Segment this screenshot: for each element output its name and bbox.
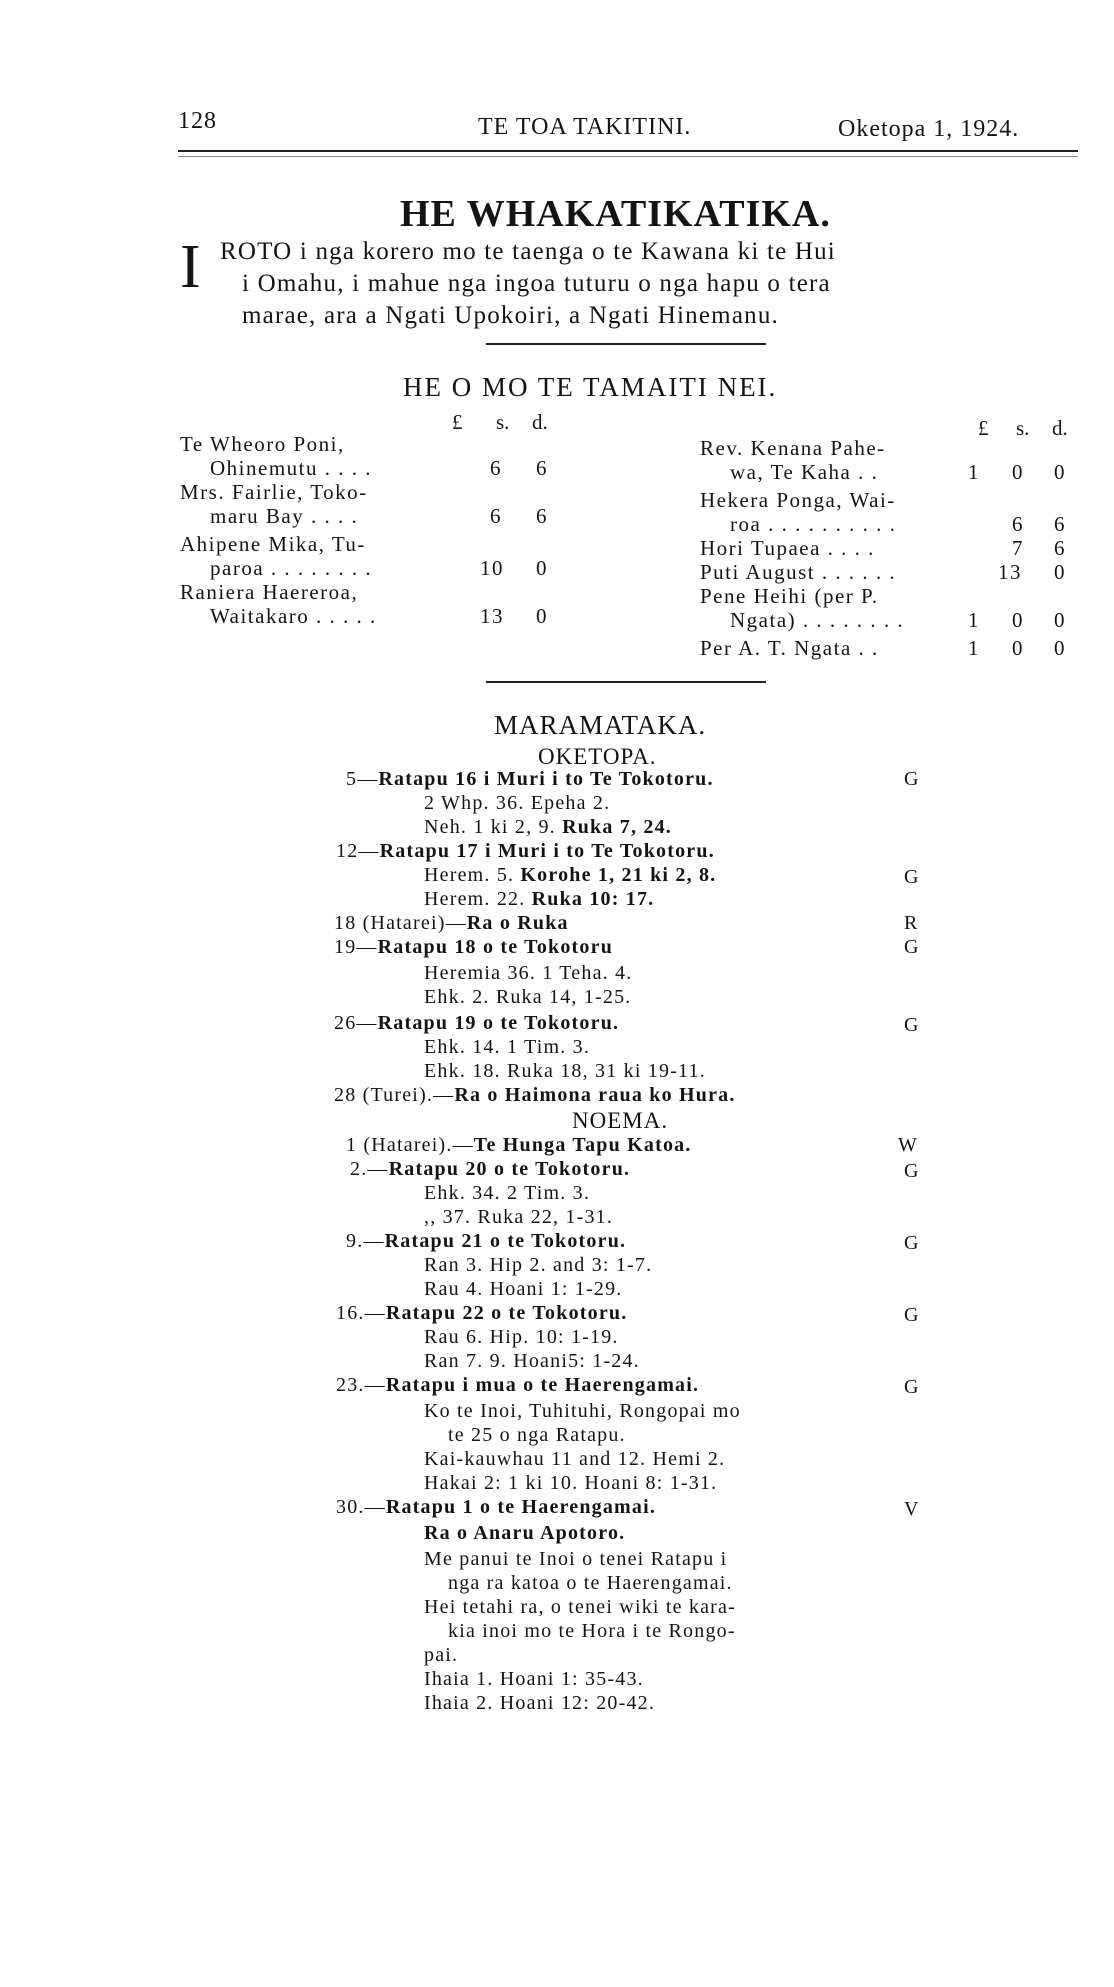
reading-line: Rau 6. Hip. 10: 1-19. [424,1326,619,1348]
reading-line: Kai-kauwhau 11 and 12. Hemi 2. [424,1448,726,1470]
liturgical-color: G [904,936,919,958]
calendar-entry: 26—Ratapu 19 o te Tokotoru. [334,1012,620,1034]
month-heading-oketopa: OKETOPA. [538,744,657,769]
reading-line: Ehk. 2. Ruka 14, 1-25. [424,986,632,1008]
reading-line: Herem. 22. Ruka 10: 17. [424,888,655,910]
donor-pound: 1 [968,608,980,632]
liturgical-color: G [904,768,919,790]
calendar-title: MARAMATAKA. [494,710,707,740]
reading-line: Hei tetahi ra, o tenei wiki te kara- [424,1596,736,1618]
reading-line: kia inoi mo te Hora i te Rongo- [448,1620,736,1642]
reading-line: ,, 37. Ruka 22, 1-31. [424,1206,614,1228]
reading-line: Hakai 2: 1 ki 10. Hoani 8: 1-31. [424,1472,718,1494]
donor-name: Puti August . . . . . . [700,560,897,584]
liturgical-color: G [904,1232,919,1254]
calendar-entry: 9.—Ratapu 21 o te Tokotoru. [346,1230,627,1252]
donor-pence: 0 [536,604,548,628]
left-shilling-header: s. [496,410,510,434]
divider [486,681,766,683]
liturgical-color: G [904,1304,919,1326]
donor-name: Hori Tupaea . . . . [700,536,875,560]
calendar-entry: 18 (Hatarei)—Ra o Ruka [334,912,569,934]
reading-line: Neh. 1 ki 2, 9. Ruka 7, 24. [424,816,672,838]
donor-name: Raniera Haereroa, [180,580,359,604]
liturgical-color: G [904,866,919,888]
donor-shilling: 6 [490,504,502,528]
calendar-entry [346,768,714,791]
donor-pence: 6 [536,456,548,480]
calendar-entry: 23.—Ratapu i mua o te Haerengamai. [336,1374,700,1396]
donor-name: maru Bay . . . . [210,504,359,528]
calendar-entry: 19—Ratapu 18 o te Tokotoru [334,936,614,958]
liturgical-color: V [904,1498,919,1520]
donor-name: Te Wheoro Poni, [180,432,345,456]
calendar-entry: 12—Ratapu 17 i Muri i to Te Tokotoru. [336,840,715,862]
donor-shilling: 13 [998,560,1022,584]
donor-shilling: 0 [1012,460,1024,484]
header-rule [178,150,1078,152]
calendar-entry: 2.—Ratapu 20 o te Tokotoru. [350,1158,631,1180]
reading-line: Heremia 36. 1 Teha. 4. [424,962,633,984]
donor-name: Rev. Kenana Pahe- [700,436,886,460]
donor-shilling: 10 [480,556,504,580]
notice-title: HE WHAKATIKATIKA. [400,193,831,235]
calendar-entry: 28 (Turei).—Ra o Haimona raua ko Hura. [334,1084,736,1106]
calendar-entry: 30.—Ratapu 1 o te Haerengamai. [336,1496,657,1518]
entry-date: 5— [346,768,379,790]
right-pence-header: d. [1052,416,1068,440]
calendar-entry: 16.—Ratapu 22 o te Tokotoru. [336,1302,628,1324]
issue-date: Oketopa 1, 1924. [838,116,1020,142]
right-pound-header: £ [978,416,989,440]
donor-shilling: 6 [1012,512,1024,536]
donor-pound: 1 [968,636,980,660]
donations-title: HE O MO TE TAMAITI NEI. [403,372,778,402]
donor-name: Pene Heihi (per P. [700,584,879,608]
reading-line: Ehk. 34. 2 Tim. 3. [424,1182,591,1204]
donor-pence: 0 [1054,460,1066,484]
donor-name: Ohinemutu . . . . [210,456,372,480]
reading-line: Ran 7. 9. Hoani5: 1-24. [424,1350,640,1372]
notice-line-2: i Omahu, i mahue nga ingoa tuturu o nga hapu o tera [242,270,831,297]
reading-line: Ihaia 2. Hoani 12: 20-42. [424,1692,656,1714]
notice-line-1: ROTO i nga korero mo te taenga o te Kawana ki te Hui [220,238,836,265]
reading-line: 2 Whp. 36. Epeha 2. [424,792,611,814]
donor-name: Ahipene Mika, Tu- [180,532,366,556]
donor-name: Ngata) . . . . . . . . [730,608,905,632]
reading-line: Ehk. 18. Ruka 18, 31 ki 19-11. [424,1060,706,1082]
journal-title: TE TOA TAKITINI. [478,114,692,140]
donor-name: Mrs. Fairlie, Toko- [180,480,368,504]
reading-line: Herem. 5. Korohe 1, 21 ki 2, 8. [424,864,717,886]
divider [486,343,766,345]
notice-line-3: marae, ara a Ngati Upokoiri, a Ngati Hinemanu. [242,302,779,329]
left-pound-header: £ [452,410,463,434]
reading-line: Rau 4. Hoani 1: 1-29. [424,1278,623,1300]
donor-pence: 0 [1054,608,1066,632]
donor-pence: 0 [536,556,548,580]
donor-name: Waitakaro . . . . . [210,604,377,628]
donor-pound: 1 [968,460,980,484]
donor-pence: 6 [1054,512,1066,536]
entry-observance: Ratapu 16 i Muri i to Te Tokotoru. [378,768,714,790]
reading-line: Me panui te Inoi o tenei Ratapu i [424,1548,728,1570]
donor-shilling: 7 [1012,536,1024,560]
right-shilling-header: s. [1016,416,1030,440]
donor-pence: 6 [1054,536,1066,560]
reading-line: te 25 o nga Ratapu. [448,1424,626,1446]
donor-shilling: 13 [480,604,504,628]
reading-line: Ko te Inoi, Tuhituhi, Rongopai mo [424,1400,741,1422]
reading-line: pai. [424,1644,459,1666]
calendar-entry: 1 (Hatarei).—Te Hunga Tapu Katoa. [346,1134,692,1156]
header-rule-thin [178,156,1078,157]
reading-line: Ehk. 14. 1 Tim. 3. [424,1036,591,1058]
donor-pence: 0 [1054,636,1066,660]
donor-name: roa . . . . . . . . . . [730,512,897,536]
donor-name: paroa . . . . . . . . [210,556,373,580]
page-number: 128 [178,108,217,134]
month-heading-noema: NOEMA. [572,1108,669,1133]
donor-shilling: 6 [490,456,502,480]
donor-name: Per A. T. Ngata . . [700,636,879,660]
drop-cap: I [180,233,201,301]
liturgical-color: G [904,1160,919,1182]
donor-pence: 6 [536,504,548,528]
left-pence-header: d. [532,410,548,434]
liturgical-color: R [904,912,918,934]
reading-line: Ihaia 1. Hoani 1: 35-43. [424,1668,644,1690]
liturgical-color: W [898,1134,917,1156]
donor-shilling: 0 [1012,608,1024,632]
donor-shilling: 0 [1012,636,1024,660]
donor-name: wa, Te Kaha . . [730,460,879,484]
reading-line: nga ra katoa o te Haerengamai. [448,1572,733,1594]
liturgical-color: G [904,1376,919,1398]
liturgical-color: G [904,1014,919,1036]
reading-line: Ran 3. Hip 2. and 3: 1-7. [424,1254,653,1276]
donor-pence: 0 [1054,560,1066,584]
reading-line: Ra o Anaru Apotoro. [424,1522,626,1544]
donor-name: Hekera Ponga, Wai- [700,488,896,512]
